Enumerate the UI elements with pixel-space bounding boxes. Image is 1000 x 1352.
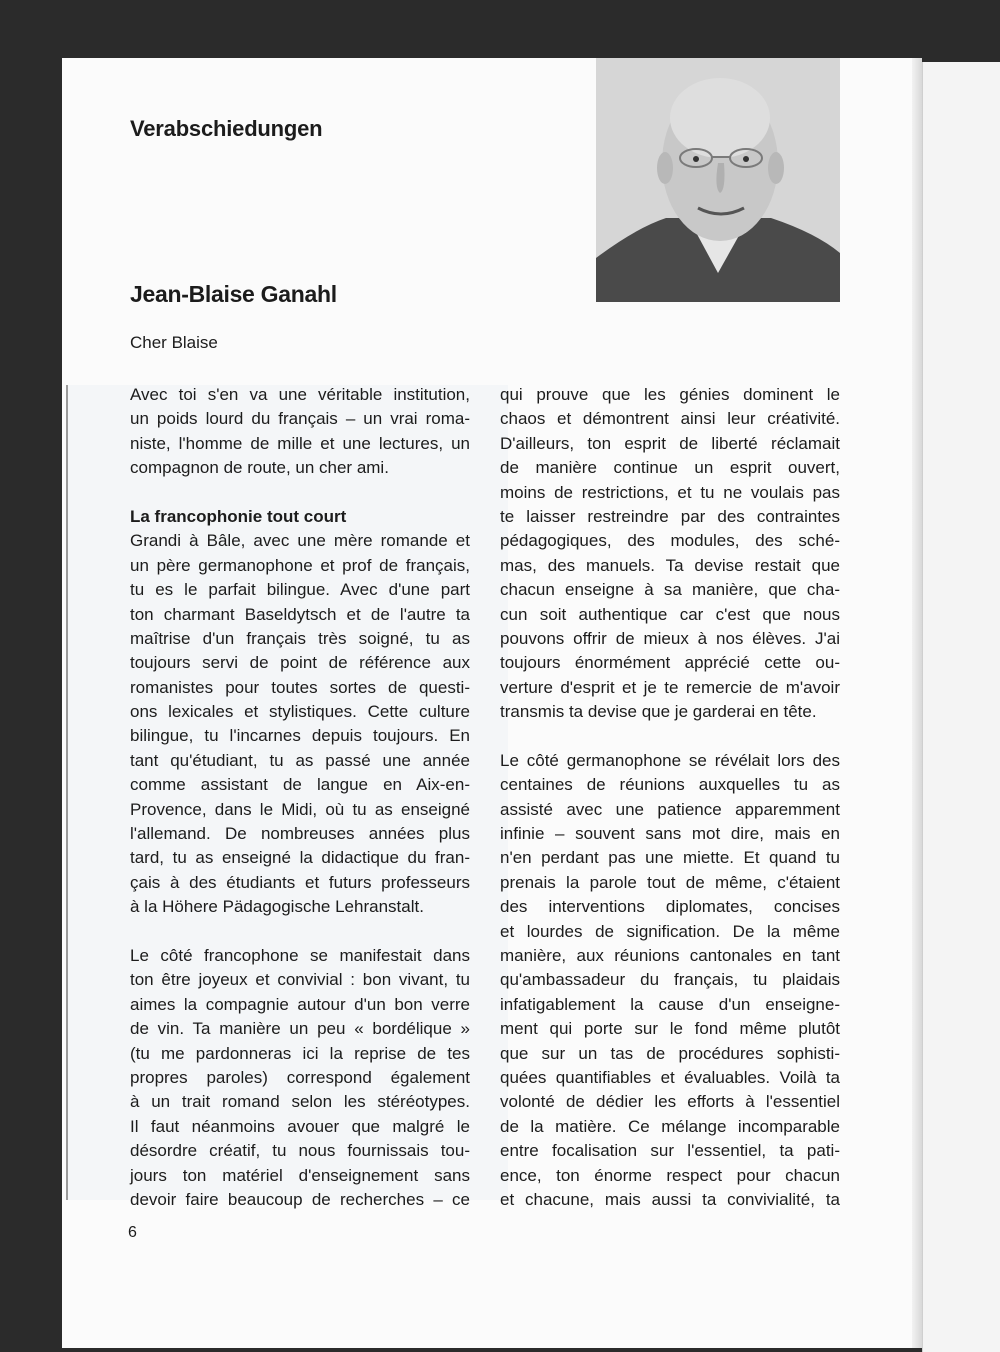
text-line: de manière continue un esprit ouvert, (500, 458, 840, 478)
paragraph (130, 505, 470, 920)
text-line: devoir faire beaucoup de recherches – ce (130, 1189, 470, 1209)
left-column (130, 383, 470, 1212)
text-line: centaines de réunions auxquelles tu as (500, 775, 840, 795)
page-fold (912, 58, 922, 1348)
text-line: comme assistant de langue en Aix-en- (130, 775, 470, 795)
text-line: que sur un tas de procédures sophisti- (500, 1043, 840, 1063)
text-line: Grandi à Bâle, avec une mère romande et (130, 531, 470, 551)
text-line: jours ton matériel d'enseignement sans (130, 1165, 470, 1185)
text-line: ton charmant Baseldytsch et de l'autre ta (130, 604, 470, 624)
text-line: l'allemand. De nombreuses années plus (130, 824, 470, 844)
portrait-image (596, 58, 840, 302)
text-line: te laisser restreindre par des contraintes (500, 506, 840, 526)
text-line: Il faut néanmoins avouer que malgré le (130, 1116, 470, 1136)
text-line: compagnon de route, un cher ami. (130, 458, 389, 478)
text-line: entre focalisation sur l'essentiel, ta pati- (500, 1141, 840, 1161)
text-line: qu'ambassadeur du français, tu plaidais (500, 970, 840, 990)
text-line: Provence, dans le Midi, où tu as enseigné (130, 799, 470, 819)
text-line: un père germanophone et prof de français, (130, 555, 470, 575)
text-line: pédagogiques, des modules, des sché- (500, 531, 840, 551)
text-line: Le côté francophone se manifestait dans (130, 945, 470, 965)
text-line: ons lexicales et stylistiques. Cette culture (130, 702, 470, 722)
paragraph-gap (500, 724, 840, 748)
text-line: aimes la compagnie autour d'un bon verre (130, 994, 470, 1014)
text-line: Avec toi s'en va une véritable institution, (130, 385, 470, 404)
text-line: qui prouve que les génies dominent le (500, 385, 840, 404)
text-line: çais à des étudiants et futurs professeurs (130, 872, 470, 892)
text-line: (tu me pardonneras ici la reprise de tes (130, 1043, 470, 1063)
text-line: de la matière. Ce mélange incomparable (500, 1116, 840, 1136)
text-line: maîtrise d'un français très soigné, tu as (130, 628, 470, 648)
text-line: toujours énormément apprécié cette ou- (500, 653, 840, 673)
text-line: Le côté germanophone se révélait lors des (500, 750, 840, 770)
text-line: et lourdes de signification. De la même (500, 921, 840, 941)
text-line: ton être joyeux et convivial : bon vivant, tu (130, 970, 470, 990)
text-line: assisté avec une patience apparemment (500, 799, 840, 819)
text-line: et chacune, mais aussi ta convivialité, ta (500, 1189, 840, 1209)
text-line: verture d'esprit et je te remercie de m'avoir (500, 677, 840, 697)
paragraph (130, 944, 470, 1212)
text-line: prenais la parole tout de même, c'étaient (500, 872, 840, 892)
text-line: bilingue, tu l'incarnes depuis toujours. En (130, 726, 470, 746)
text-line: quées quantifiables et évaluables. Voilà ta (500, 1067, 840, 1087)
portrait-photo (596, 58, 840, 302)
text-line: ence, ton énorme respect pour chacun (500, 1165, 840, 1185)
text-line: pouvons offrir de mieux à nos élèves. J'ai (500, 628, 840, 648)
text-line: toujours servi de point de référence aux (130, 653, 470, 673)
text-line: à un trait romand selon les stéréotypes. (130, 1092, 470, 1112)
right-column (500, 383, 840, 1212)
text-line: tu es le parfait bilingue. Avec d'une part (130, 580, 470, 600)
text-line: ment qui porte sur le fond même plutôt (500, 1019, 840, 1039)
text-line: infinie – souvent sans mot dire, mais en (500, 824, 840, 844)
text-line: des interventions diplomates, concises (500, 897, 840, 917)
text-line: propres paroles) correspond également (130, 1067, 470, 1087)
text-line: romanistes pour toutes sortes de questi- (130, 677, 470, 697)
subheading: La francophonie tout court (130, 506, 347, 526)
page-number: 6 (128, 1224, 137, 1241)
text-line: un poids lourd du français – un vrai roma- (130, 409, 470, 429)
paragraph-gap (130, 920, 470, 944)
paragraph (500, 749, 840, 1212)
text-line: manière, aux réunions cantonales en tant (500, 945, 840, 965)
section-title: Verabschiedungen (130, 116, 323, 141)
text-line: moins de restrictions, et tu ne voulais pas (500, 482, 840, 502)
adjacent-page-edge (922, 62, 1000, 1352)
text-line: tant qu'étudiant, tu as passé une année (130, 750, 470, 770)
text-line: chaos et démontrent ainsi leur créativité. (500, 409, 840, 429)
text-line: mas, des manuels. Ta devise restait que (500, 555, 840, 575)
text-line: cun soit authentique car c'est que nous (500, 604, 840, 624)
salutation: Cher Blaise (130, 333, 218, 352)
paragraph (130, 383, 470, 481)
text-line: D'ailleurs, ton esprit de liberté réclamait (500, 433, 840, 453)
text-line: n'en perdant pas une miette. Et quand tu (500, 848, 840, 868)
paragraph (500, 383, 840, 724)
text-line: infatigablement la cause d'un enseigne- (500, 994, 840, 1014)
text-line: de vin. Ta manière un peu « bordélique » (130, 1019, 470, 1039)
text-line: désordre créatif, tu nous fournissais tou- (130, 1141, 470, 1161)
text-line: transmis ta devise que je garderai en tête. (500, 702, 817, 722)
article-title: Jean-Blaise Ganahl (130, 281, 337, 307)
text-line: à la Höhere Pädagogische Lehranstalt. (130, 897, 424, 917)
paragraph-gap (130, 481, 470, 505)
text-line: niste, l'homme de mille et une lectures, un (130, 433, 470, 453)
text-line: tard, tu as enseigné la didactique du fran- (130, 848, 470, 868)
text-line: chacun enseigne à sa manière, que cha- (500, 580, 840, 600)
text-line: volonté de dédier les efforts à l'essentiel (500, 1092, 840, 1112)
